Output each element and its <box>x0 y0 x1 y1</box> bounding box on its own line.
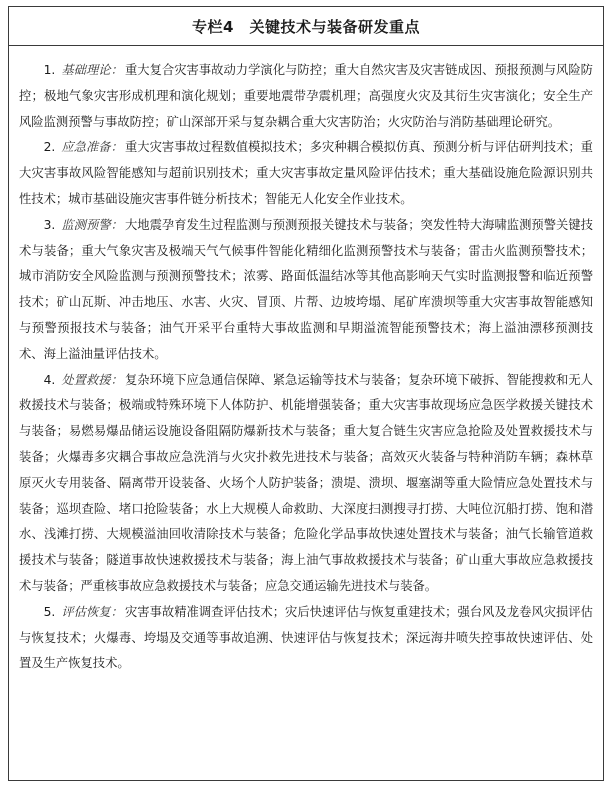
section-label: 监测预警： <box>61 217 123 232</box>
section-body: 重大灾害事故过程数值模拟技术；多灾种耦合模拟仿真、预测分析与评估研判技术；重大灾害事故风险智能感知与超前识别技术；重大灾害事故定量风险评估技术；重大基础设施危险源识别共性技术；城市基础设施灾害事件链分析技术；智能无人化安全作业技术。 <box>19 140 593 206</box>
section-label: 应急准备： <box>61 140 123 155</box>
section-monitoring-warning <box>19 213 593 368</box>
section-assessment-recovery <box>19 600 593 677</box>
section-label: 评估恢复： <box>61 604 123 619</box>
section-number: 5. <box>43 604 56 619</box>
section-body: 重大复合灾害事故动力学演化与防控；重大自然灾害及灾害链成因、预报预测与风险防控；极地气象灾害形成机理和演化规划；重要地震带孕震机理；高强度火灾及其衍生灾害演化；安全生产风险监测预警与事故防控；矿山深部开采与复杂耦合重大灾害防治；火灾防治与消防基础理论研究。 <box>19 63 593 129</box>
feature-box <box>8 6 604 781</box>
section-label: 基础理论： <box>61 63 123 77</box>
section-number: 4. <box>43 372 56 387</box>
section-body: 复杂环境下应急通信保障、紧急运输等技术与装备；复杂环境下破拆、智能搜救和无人救援技术与装备；极端或特殊环境下人体防护、机能增强装备；重大灾害事故现场应急医学救援关键技术与装备；易燃易爆品储运设施设备阻隔防爆新技术与装备；重大复合链生灾害应急抢险及处置救援技术与装备；火爆毒多灾耦合事故应急洗消与火灾扑救先进技术与装备；高效灭火装备与特种消防车辆；森林草原灭火专用装备、隔离带开设装备、火场个人防护装备；溃堤、溃坝、堰塞湖等重大险情应急处置技术与装备；巡坝查险、堵口抢险装备；水上大规模人命救助、大深度扫测搜寻打捞、大吨位沉船打捞、饱和潜水、浅滩打捞、大规模溢油回收清除技术与装备；危险化学品事故快速处置技术与装备；油气长输管道救援技术与装备；隧道事故快速救援技术与装备；海上油气事故救援技术与装备；矿山重大事故应急救援技术与装备；严重核事故应急救援技术与装备；应急交通运输先进技术与装备。 <box>19 372 593 593</box>
section-disposal-rescue <box>19 368 593 600</box>
section-basic-theory <box>19 58 593 135</box>
section-body: 灾害事故精准调查评估技术；灾后快速评估与恢复重建技术；强台风及龙卷风灾损评估与恢复技术；火爆毒、垮塌及交通等事故追溯、快速评估与恢复技术；深远海井喷失控事故快速评估、处置及生产恢复技术。 <box>19 604 593 671</box>
section-number: 3. <box>43 217 56 232</box>
box-content <box>9 46 603 677</box>
box-title: 专栏4 关键技术与装备研发重点 <box>9 7 603 46</box>
section-number: 1. <box>43 63 56 77</box>
section-label: 处置救援： <box>61 372 123 387</box>
section-number: 2. <box>43 140 56 155</box>
section-body: 大地震孕育发生过程监测与预测预报关键技术与装备；突发性特大海啸监测预警关键技术与装备；重大气象灾害及极端天气气候事件智能化精细化监测预警技术与装备；雷击火监测预警技术；城市消防安全风险监测与预测预警技术；浓雾、路面低温结冰等其他高影响天气实时监测报警和临近预警技术；矿山瓦斯、冲击地压、水害、火灾、冒顶、片帮、边坡垮塌、尾矿库溃坝等重大灾害事故智能感知与预警预报技术与装备；油气开采平台重特大事故监测和早期溢流智能预警技术；海上溢油漂移预测技术、海上溢油量评估技术。 <box>19 217 593 361</box>
section-emergency-preparedness <box>19 135 593 212</box>
